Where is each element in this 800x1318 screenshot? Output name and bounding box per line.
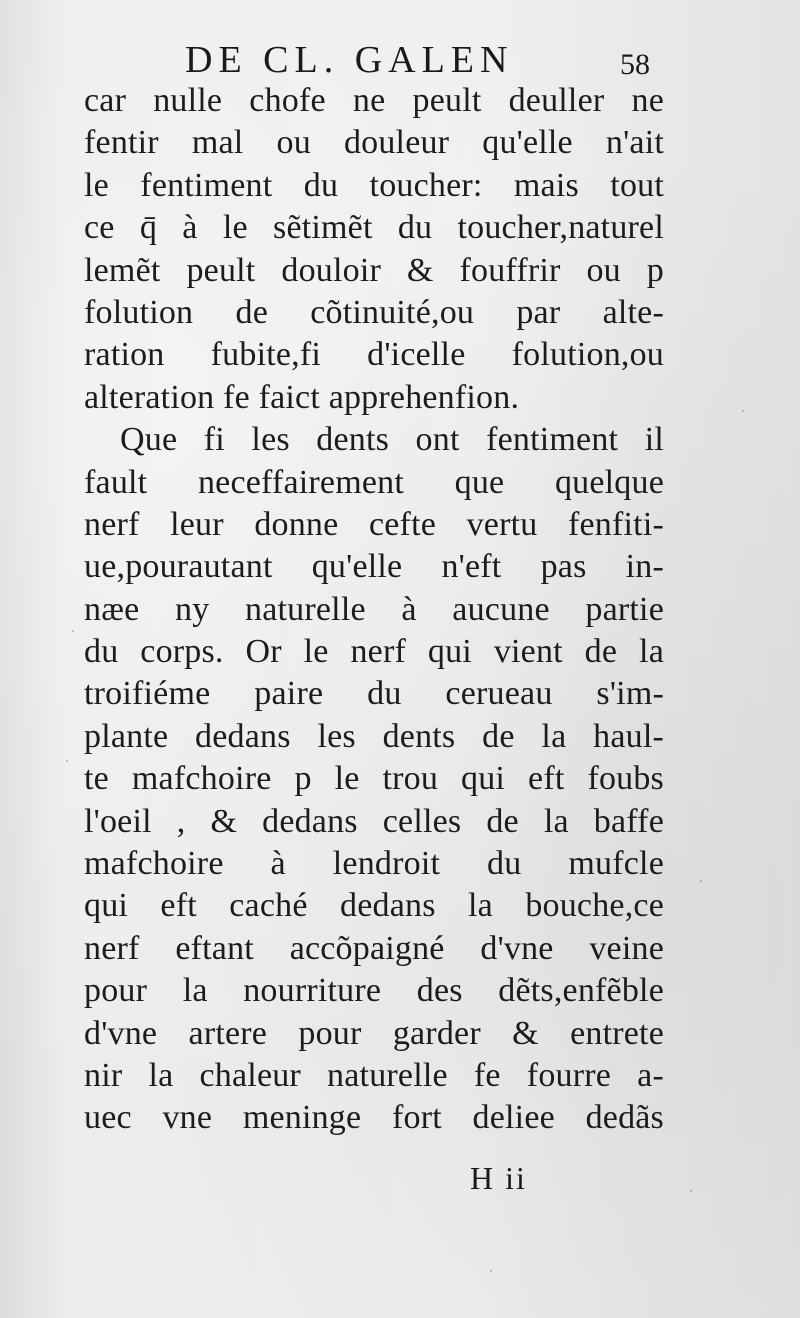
text-line: l'oeil , & dedans celles de la baffe	[84, 802, 664, 840]
text-line: uec vne meninge fort deliee dedãs	[84, 1099, 664, 1137]
text-line: nerf leur donne cefte vertu fenfiti-	[84, 505, 664, 543]
text-line: qui eft caché dedans la bouche,ce	[84, 887, 664, 925]
text-line: lemẽt peult douloir & fouffrir ou p	[84, 251, 664, 289]
text-line: fault neceffairement que quelque	[84, 463, 664, 501]
body-text	[84, 80, 664, 1140]
paper-speck	[742, 410, 744, 412]
paper-speck	[490, 1270, 492, 1272]
paper-speck	[66, 760, 68, 762]
text-line: alteration fe faict apprehenfion.	[84, 378, 520, 416]
text-line: car nulle chofe ne peult deuller ne	[84, 82, 664, 119]
text-line: te mafchoire p le trou qui eft foubs	[84, 760, 664, 798]
text-line: ue,pourautant qu'elle n'eft pas in-	[84, 548, 664, 586]
paper-speck	[700, 880, 702, 882]
paper-speck	[72, 630, 74, 632]
text-line: nir la chaleur naturelle fe fourre a-	[84, 1056, 664, 1094]
text-line: ce q̄ à le sẽtimẽt du toucher,naturel	[84, 209, 664, 247]
text-line: plante dedans les dents de la haul-	[84, 717, 664, 755]
text-line: troifiéme paire du cerueau s'im-	[84, 675, 664, 713]
text-line: folution de cõtinuité,ou par alte-	[84, 293, 664, 331]
running-head	[0, 28, 800, 88]
text-line: le fentiment du toucher: mais tout	[84, 166, 664, 204]
text-line: d'vne artere pour garder & entrete	[84, 1014, 664, 1052]
page-number: 58	[620, 48, 650, 81]
text-line: næe ny naturelle à aucune partie	[84, 590, 664, 628]
text-line: du corps. Or le nerf qui vient de la	[84, 633, 664, 671]
text-line: fentir mal ou douleur qu'elle n'ait	[84, 124, 664, 162]
paper-speck	[690, 1190, 692, 1192]
running-title: DE CL. GALEN	[185, 39, 514, 81]
text-line: ration fubite,fi d'icelle folution,ou	[84, 336, 664, 374]
text-line: mafchoire à lendroit du mufcle	[84, 845, 664, 883]
signature-mark: H ii	[470, 1160, 527, 1196]
paragraph-start-line: Que fi les dents ont fentiment il	[120, 421, 664, 459]
text-line: pour la nourriture des dẽts,enfẽble	[84, 972, 664, 1010]
text-line: nerf eftant accõpaigné d'vne veine	[84, 929, 664, 967]
